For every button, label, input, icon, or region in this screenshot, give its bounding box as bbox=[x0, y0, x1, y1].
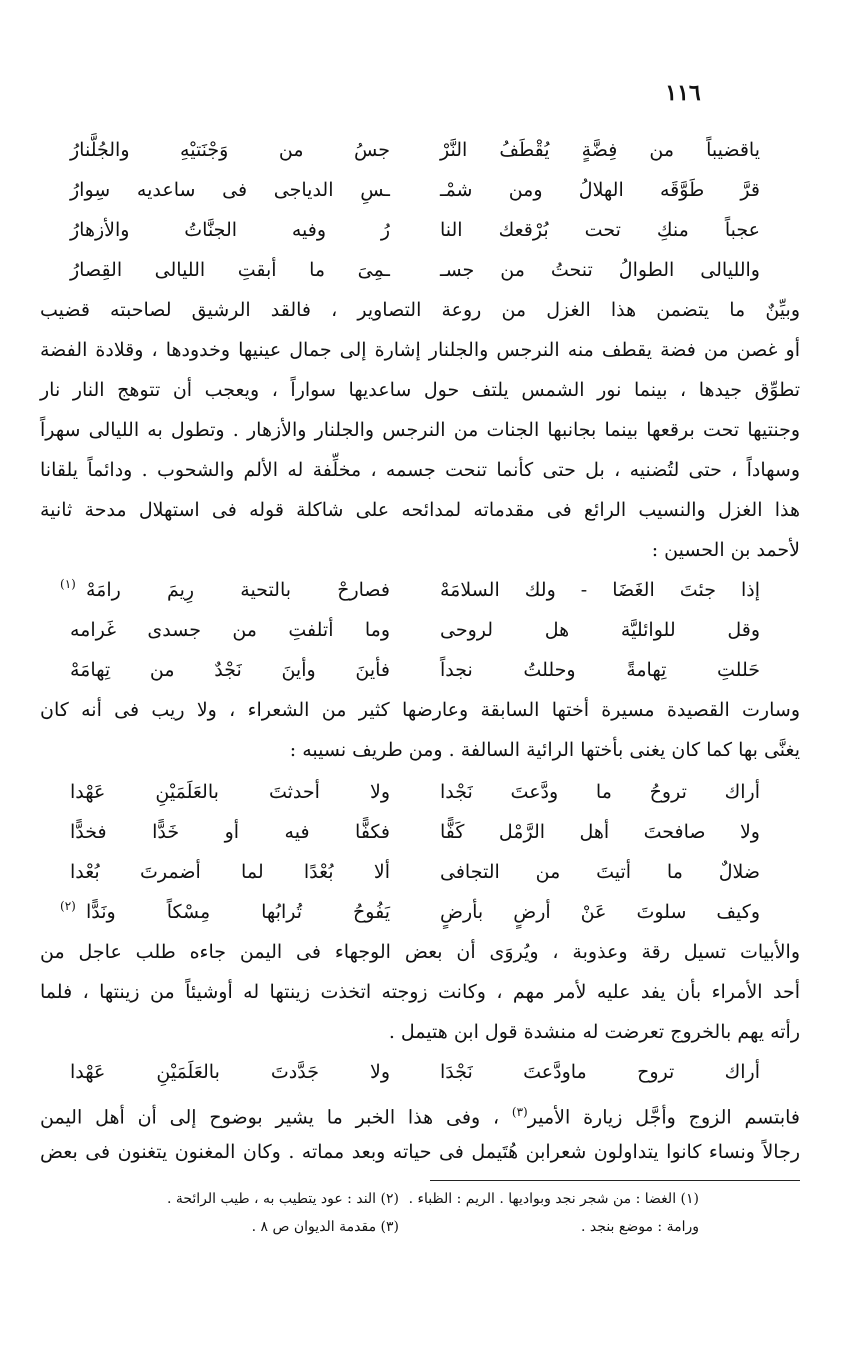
paragraph-line: أحد الأمراء بأن يفد عليه لأمر مهم ، وكانت زوجته اتخذت زينتها له أوشيئاً من زينتها ، فلما bbox=[40, 981, 800, 1003]
verse-hemistich-second: ولا جَدَّدتَ بالعَلَمَيْنِ عَهْدا bbox=[70, 1061, 390, 1083]
verse-line bbox=[60, 772, 760, 812]
verse-hemistich-first: قرَّ طَوَّقَه الهلالُ ومن شمْـ bbox=[440, 179, 760, 201]
paragraph-line: رجالاً ونساء كانوا يتداولون شعرابن هُتَيمل فى حياته وبعد مماته . وكان المغنون يتغنون فى بعض bbox=[40, 1141, 800, 1163]
verse-hemistich-first: إذا جئتَ الغَضَا - ولك السلامَهْ bbox=[440, 579, 760, 601]
verse-hemistich-second: ـمِىَ ما أبقتِ الليالى القِصارُ bbox=[70, 259, 390, 281]
paragraph-line: رأته يهم بالخروج تعرضت له منشدة قول ابن هتيمل . bbox=[388, 1021, 800, 1043]
verse-line bbox=[60, 250, 760, 290]
verse-hemistich-second: ـسِ الدياجى فى ساعديه سِوارُ bbox=[70, 179, 390, 201]
verse-hemistich-first: عجباً منكِ تحت بُرْقعك النا bbox=[440, 219, 760, 241]
paragraph-line: وبيِّنٌ ما يتضمن هذا الغزل من روعة التصاوير ، فالقد الرشيق لصاحبته قضيب bbox=[40, 299, 800, 321]
verse-hemistich-second: ألا بُعْدًا لما أضمرتَ بُعْدا bbox=[70, 861, 390, 883]
verse-hemistich-first: أراك تروحُ ما ودَّعتَ نَجْدا bbox=[440, 781, 760, 803]
verse-line bbox=[60, 812, 760, 852]
verse-line bbox=[60, 610, 760, 650]
verse-hemistich-second: فصارحْ بالتحية رِيمَ رامَهْ bbox=[86, 579, 390, 601]
verse-line bbox=[60, 650, 760, 690]
footnote-marker: (١) bbox=[60, 577, 76, 591]
footnote: (١) الغضا : من شجر نجد وبواديها . الريم : الظباء . bbox=[408, 1191, 699, 1207]
footnote: (٢) الند : عود يتطيب به ، طيب الرائحة . bbox=[166, 1191, 399, 1207]
verse-line bbox=[60, 210, 760, 250]
verse-hemistich-first: وكيف سلوتَ عَنْ أرضٍ بأرضٍ bbox=[440, 901, 760, 923]
verse-line bbox=[60, 130, 760, 170]
verse-line bbox=[60, 170, 760, 210]
footnote: ورامة : موضع بنجد . bbox=[581, 1219, 699, 1235]
paragraph-line: وسارت القصيدة مسيرة أختها السابقة وعارضها كثير من الشعراء ، ولا ريب فى أنه كان bbox=[40, 699, 800, 721]
paragraph-text: ، وفى هذا الخبر ما يشير بوضوح إلى أن أهل اليمن bbox=[40, 1106, 500, 1129]
paragraph-line: والأبيات تسيل رقة وعذوبة ، ويُروَى أن بعض الوجهاء فى اليمن جاءه طلب عاجل من bbox=[40, 941, 800, 963]
verse-hemistich-first: ضلالٌ ما أتيتَ من التجافى bbox=[440, 861, 760, 883]
page-number: ١١٦ bbox=[665, 80, 701, 106]
paragraph-line: تطوِّق جيدها ، بينما نور الشمس يلتف حول ساعديها سواراً ، ويعجب أن تتوهج النار نار bbox=[40, 379, 800, 401]
footnote: (٣) مقدمة الديوان ص ٨ . bbox=[251, 1219, 399, 1235]
verse-hemistich-first: حَللتِ تِهامةً وحللتُ نجداً bbox=[440, 659, 760, 681]
paragraph-text: فابتسم الزوج وأجَّل زيارة الأمير bbox=[527, 1106, 800, 1129]
footnote-marker: (٣) bbox=[511, 1105, 528, 1119]
verse-hemistich-second: جسُ من وَجْنَتيْهِ والجُلَّنارُ bbox=[70, 139, 390, 161]
verse-hemistich-first: أراك تروح ماودَّعتَ نَجْدَا bbox=[440, 1061, 760, 1083]
paragraph-line: وجنتيها تحت برقعها بينما بجانبها الجنات من النرجس والجلنار والأزهار . وتطول به الليالى سهراً bbox=[40, 419, 800, 441]
paragraph-line: يغنَّى بها كما كان يغنى بأختها الرائية السالفة . ومن طريف نسيبه : bbox=[289, 739, 800, 761]
footnote-divider bbox=[430, 1180, 800, 1181]
verse-hemistich-first: وقل للوائليَّة هل لروحى bbox=[440, 619, 760, 641]
paragraph-line: لأحمد بن الحسين : bbox=[651, 539, 800, 561]
verse-hemistich-second: فكفًّا فيه أو خَدًّا فخدًّا bbox=[70, 821, 390, 843]
verse-hemistich-second: رُ وفيه الجنَّاتُ والأزهارُ bbox=[70, 219, 390, 241]
verse-line bbox=[60, 1052, 760, 1092]
verse-hemistich-first: ولا صافحتَ أهل الرَّمْل كَفًّا bbox=[440, 821, 760, 843]
verse-line bbox=[60, 852, 760, 892]
verse-hemistich-second: فأينَ وأينَ نَجْدٌ من تِهامَهْ bbox=[70, 659, 390, 681]
verse-line bbox=[60, 570, 760, 610]
verse-hemistich-first: ياقضيباً من فِضَّةٍ يُقْطَفُ النَّرْ bbox=[440, 139, 760, 161]
verse-hemistich-second: ولا أحدثتَ بالعَلَمَيْنِ عَهْدا bbox=[70, 781, 390, 803]
paragraph-line: هذا الغزل والنسيب الرائع فى مقدماته لمدائحه على شاكلة قوله فى استهلال مدحة ثانية bbox=[40, 499, 800, 521]
paragraph-line: أو غصن من فضة يقطف منه النرجس والجلنار إشارة إلى جمال عينيها وخدودها ، وقلادة الفضة bbox=[40, 339, 800, 361]
paragraph-line bbox=[40, 1092, 800, 1132]
verse-hemistich-first: والليالى الطوالُ تنحتُ من جسـ bbox=[440, 259, 760, 281]
verse-hemistich-second: يَفُوحُ تُرابُها مِسْكاً ونَدًّا bbox=[86, 901, 390, 923]
verse-line bbox=[60, 892, 760, 932]
verse-hemistich-second: وما أتلفتِ من جسدى غَرامه bbox=[70, 619, 390, 641]
footnote-marker: (٢) bbox=[60, 899, 76, 913]
paragraph-line: وسهاداً ، حتى لتُضنيه ، بل حتى كأنما تنحت جسمه ، مخلِّفة له الألم والشحوب . ودائماً يلقانا bbox=[40, 459, 800, 481]
